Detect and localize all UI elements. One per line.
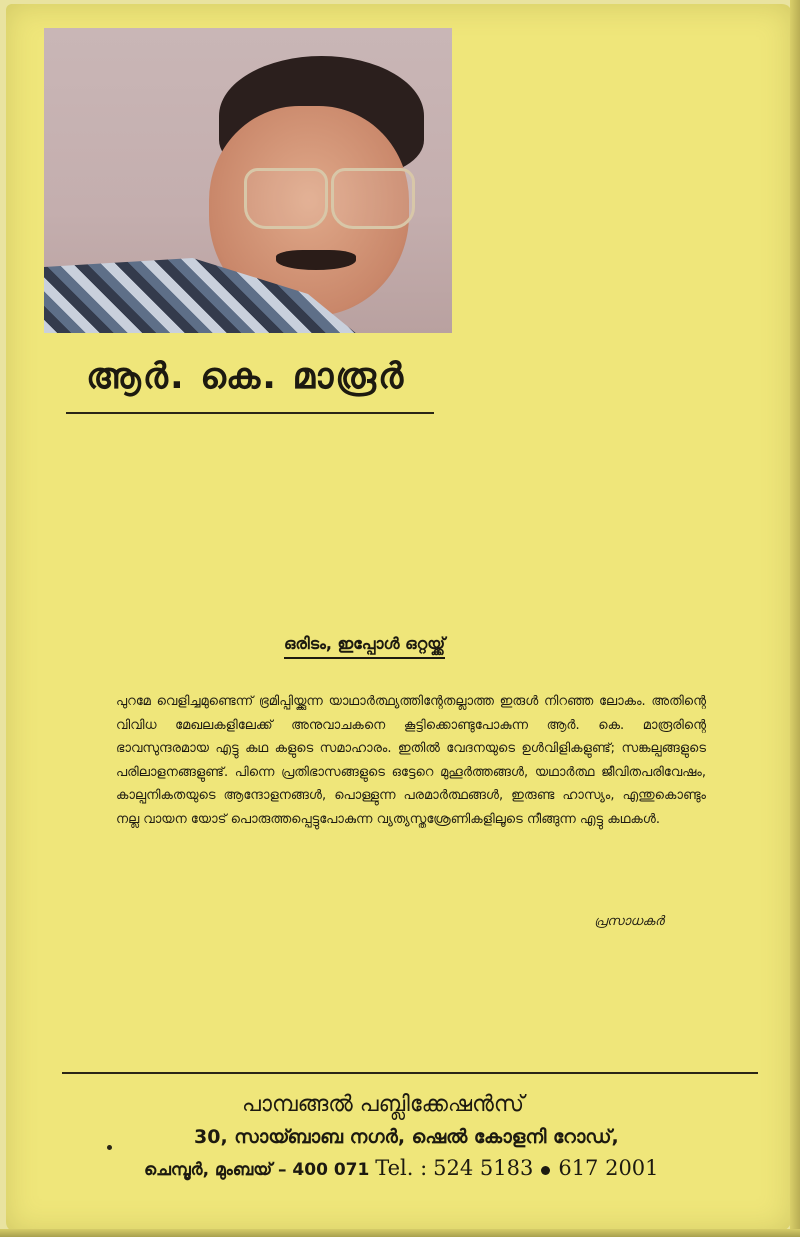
phone-number-1: 524 5183 [433,1156,534,1180]
phone-number-2: 617 2001 [558,1156,659,1180]
author-name: ആർ. കെ. മാരൂർ [86,356,406,397]
publisher-address-line2 [144,1156,659,1180]
photo-mustache [276,250,356,270]
cover-right-edge [790,0,800,1237]
publisher-name: പാമ്പങ്ങൽ പബ്ലിക്കേഷൻസ് [242,1092,525,1117]
address-city: ചെമ്പൂർ, മുംബയ് – 400 071 [144,1160,370,1180]
photo-glasses-right [331,168,415,229]
book-title: ഒരിടം, ഇപ്പോൾ ഒറ്റയ്ക്ക് [284,634,445,659]
author-photo [44,28,452,333]
photo-glasses-left [244,168,328,229]
publisher-signature: പ്രസാധകർ [594,914,664,929]
bullet-dot-icon [541,1166,550,1175]
blurb-text: പുറമേ വെളിച്ചമുണ്ടെന്ന് ഭ്രമിപ്പിയ്ക്കുന്ന യാഥാർത്ഥ്യത്തിന്റേതല്ലാത്ത ഇരുൾ നിറഞ്ഞ ലോകം. അതിന്റെ വിവിധ മേഖലകളിലേക്ക് അനുവാചകനെ കൂട്ടിക്കൊണ്ടുപോകുന്ന ആർ. കെ. മാരൂരിന്റെ ഭാവസുന്ദരമായ എട്ടു കഥ കളുടെ സമാഹാരം. ഇതിൽ വേദനയുടെ ഉൾവിളികളുണ്ട്; സങ്കല്പങ്ങളുടെ പരിലാളനങ്ങളുണ്ട്. പിന്നെ പ്രതിഭാസങ്ങളുടെ ഒട്ടേറെ മുഹൂർത്തങ്ങൾ, യഥാർത്ഥ ജീവിതപരിവേഷം, കാല്പനികതയുടെ ആന്ദോളനങ്ങൾ, പൊള്ളുന്ന പരമാർത്ഥങ്ങൾ, ഇരുണ്ട ഹാസ്യം, എന്തുകൊണ്ടും നല്ല വായന യോട് പൊരുത്തപ്പെട്ടുപോകുന്ന വ്യത്യസ്തശ്രേണികളിലൂടെ നീങ്ങുന്ന എട്ടു കഥകൾ. [116,694,706,827]
publisher-address-line1: 30, സായ്ബാബ നഗർ, ഷെൽ കോളനി റോഡ്, [194,1126,619,1148]
cover-bottom-edge [0,1229,800,1237]
author-underline [66,412,434,414]
print-speck [107,1145,112,1150]
publisher-divider [62,1072,758,1074]
book-back-cover [6,4,792,1232]
tel-label: Tel. : [375,1156,428,1180]
